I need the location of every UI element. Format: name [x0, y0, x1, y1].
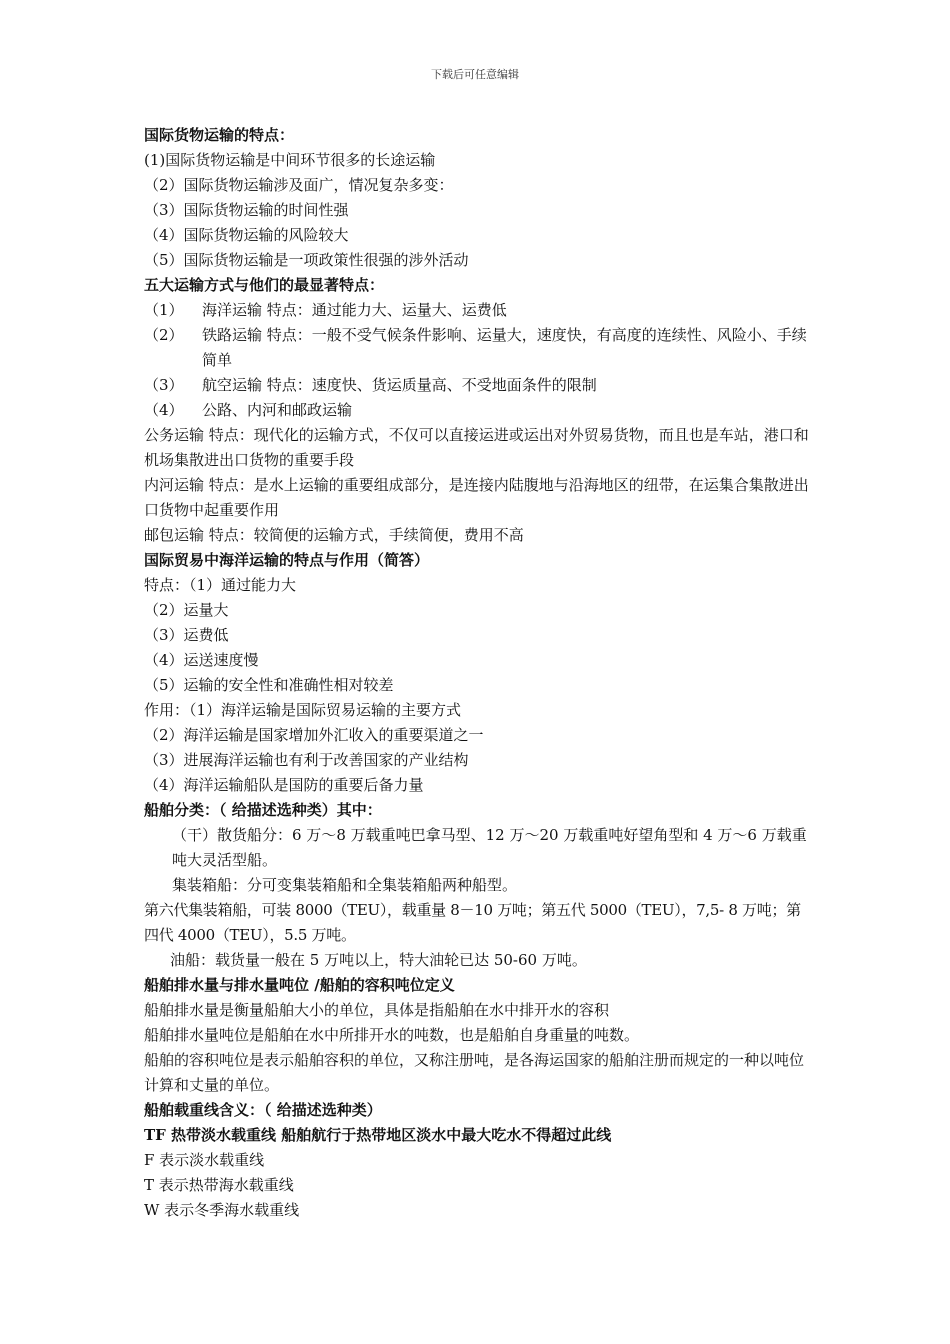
paragraph: 第六代集装箱船，可装 8000（TEU），载重量 8－10 万吨；第五代 5000（TEU），7,5- 8 万吨；第四代 4000（TEU），5.5 万吨。	[144, 901, 801, 944]
list-item	[144, 298, 812, 323]
section-heading: 船舶排水量与排水量吨位 /船舶的容积吨位定义	[144, 976, 455, 994]
paragraph: 内河运输 特点：是水上运输的重要组成部分，是连接内陆腹地与沿海地区的纽带，在运集合集散进出口货物中起重要作用	[144, 476, 809, 519]
list-item	[144, 323, 812, 373]
list-text: 航空运输 特点：速度快、货运质量高、不受地面条件的限制	[202, 376, 597, 394]
paragraph: 船舶排水量是衡量船舶大小的单位，具体是指船舶在水中排开水的容积	[144, 1001, 610, 1019]
paragraph: 油船：载货量一般在 5 万吨以上，特大油轮已达 50-60 万吨。	[170, 951, 587, 969]
section-heading: 五大运输方式与他们的最显著特点：	[144, 276, 385, 294]
paragraph: （2）海洋运输是国家增加外汇收入的重要渠道之一	[144, 726, 484, 744]
list-number: （3）	[144, 376, 184, 394]
paragraph: （5）国际货物运输是一项政策性很强的涉外活动	[144, 251, 469, 269]
paragraph: （2）国际货物运输涉及面广，情况复杂多变：	[144, 176, 454, 194]
paragraph: 公务运输 特点：现代化的运输方式，不仅可以直接运进或运出对外贸易货物，而且也是车站，港口和机场集散进出口货物的重要手段	[144, 426, 809, 469]
paragraph: 特点：（1）通过能力大	[144, 576, 297, 594]
list-item	[144, 398, 812, 423]
paragraph: 船舶的容积吨位是表示船舶容积的单位，又称注册吨，是各海运国家的船舶注册而规定的一种以吨位计算和丈量的单位。	[144, 1051, 805, 1094]
paragraph: F 表示淡水载重线	[144, 1151, 265, 1169]
section-heading: 国际贸易中海洋运输的特点与作用（简答）	[144, 551, 430, 569]
paragraph: 船舶排水量吨位是船舶在水中所排开水的吨数，也是船舶自身重量的吨数。	[144, 1026, 640, 1044]
list-number: （2）	[144, 326, 184, 344]
paragraph: （2）运量大	[144, 601, 229, 619]
paragraph: （3）国际货物运输的时间性强	[144, 201, 349, 219]
section-heading: TF 热带淡水载重线 船舶航行于热带地区淡水中最大吃水不得超过此线	[144, 1126, 612, 1144]
list-text: 公路、内河和邮政运输	[202, 401, 353, 419]
paragraph: （3）运费低	[144, 626, 229, 644]
paragraph: 邮包运输 特点：较简便的运输方式，手续简便，费用不高	[144, 526, 524, 544]
paragraph: （4）海洋运输船队是国防的重要后备力量	[144, 776, 424, 794]
paragraph: T 表示热带海水载重线	[144, 1176, 294, 1194]
list-text: 铁路运输 特点：一般不受气候条件影响、运量大，速度快，有高度的连续性、风险小、手续简单	[202, 326, 807, 369]
paragraph: (1)国际货物运输是中间环节很多的长途运输	[144, 151, 436, 169]
document-body	[144, 123, 812, 1223]
paragraph: 集装箱船：分可变集装箱船和全集装箱船两种船型。	[172, 876, 518, 894]
paragraph: 作用：（1）海洋运输是国际贸易运输的主要方式	[144, 701, 462, 719]
list-number: （4）	[144, 401, 184, 419]
paragraph: （5）运输的安全性和准确性相对较差	[144, 676, 394, 694]
page-header: 下载后可任意编辑	[431, 68, 519, 81]
paragraph: （干）散货船分：6 万～8 万载重吨巴拿马型、12 万～20 万载重吨好望角型和 4 万～6 万载重吨大灵活型船。	[172, 826, 807, 869]
paragraph: （3）进展海洋运输也有利于改善国家的产业结构	[144, 751, 469, 769]
list-text: 海洋运输 特点：通过能力大、运量大、运费低	[202, 301, 507, 319]
list-item	[144, 373, 812, 398]
paragraph: （4）运送速度慢	[144, 651, 259, 669]
list-number: （1）	[144, 301, 184, 319]
section-heading: 国际货物运输的特点：	[144, 126, 295, 144]
paragraph: （4）国际货物运输的风险较大	[144, 226, 349, 244]
section-heading: 船舶载重线含义：（ 给描述选种类）	[144, 1101, 382, 1119]
section-heading: 船舶分类：（ 给描述选种类）其中：	[144, 801, 382, 819]
paragraph: W 表示冬季海水载重线	[144, 1201, 300, 1219]
